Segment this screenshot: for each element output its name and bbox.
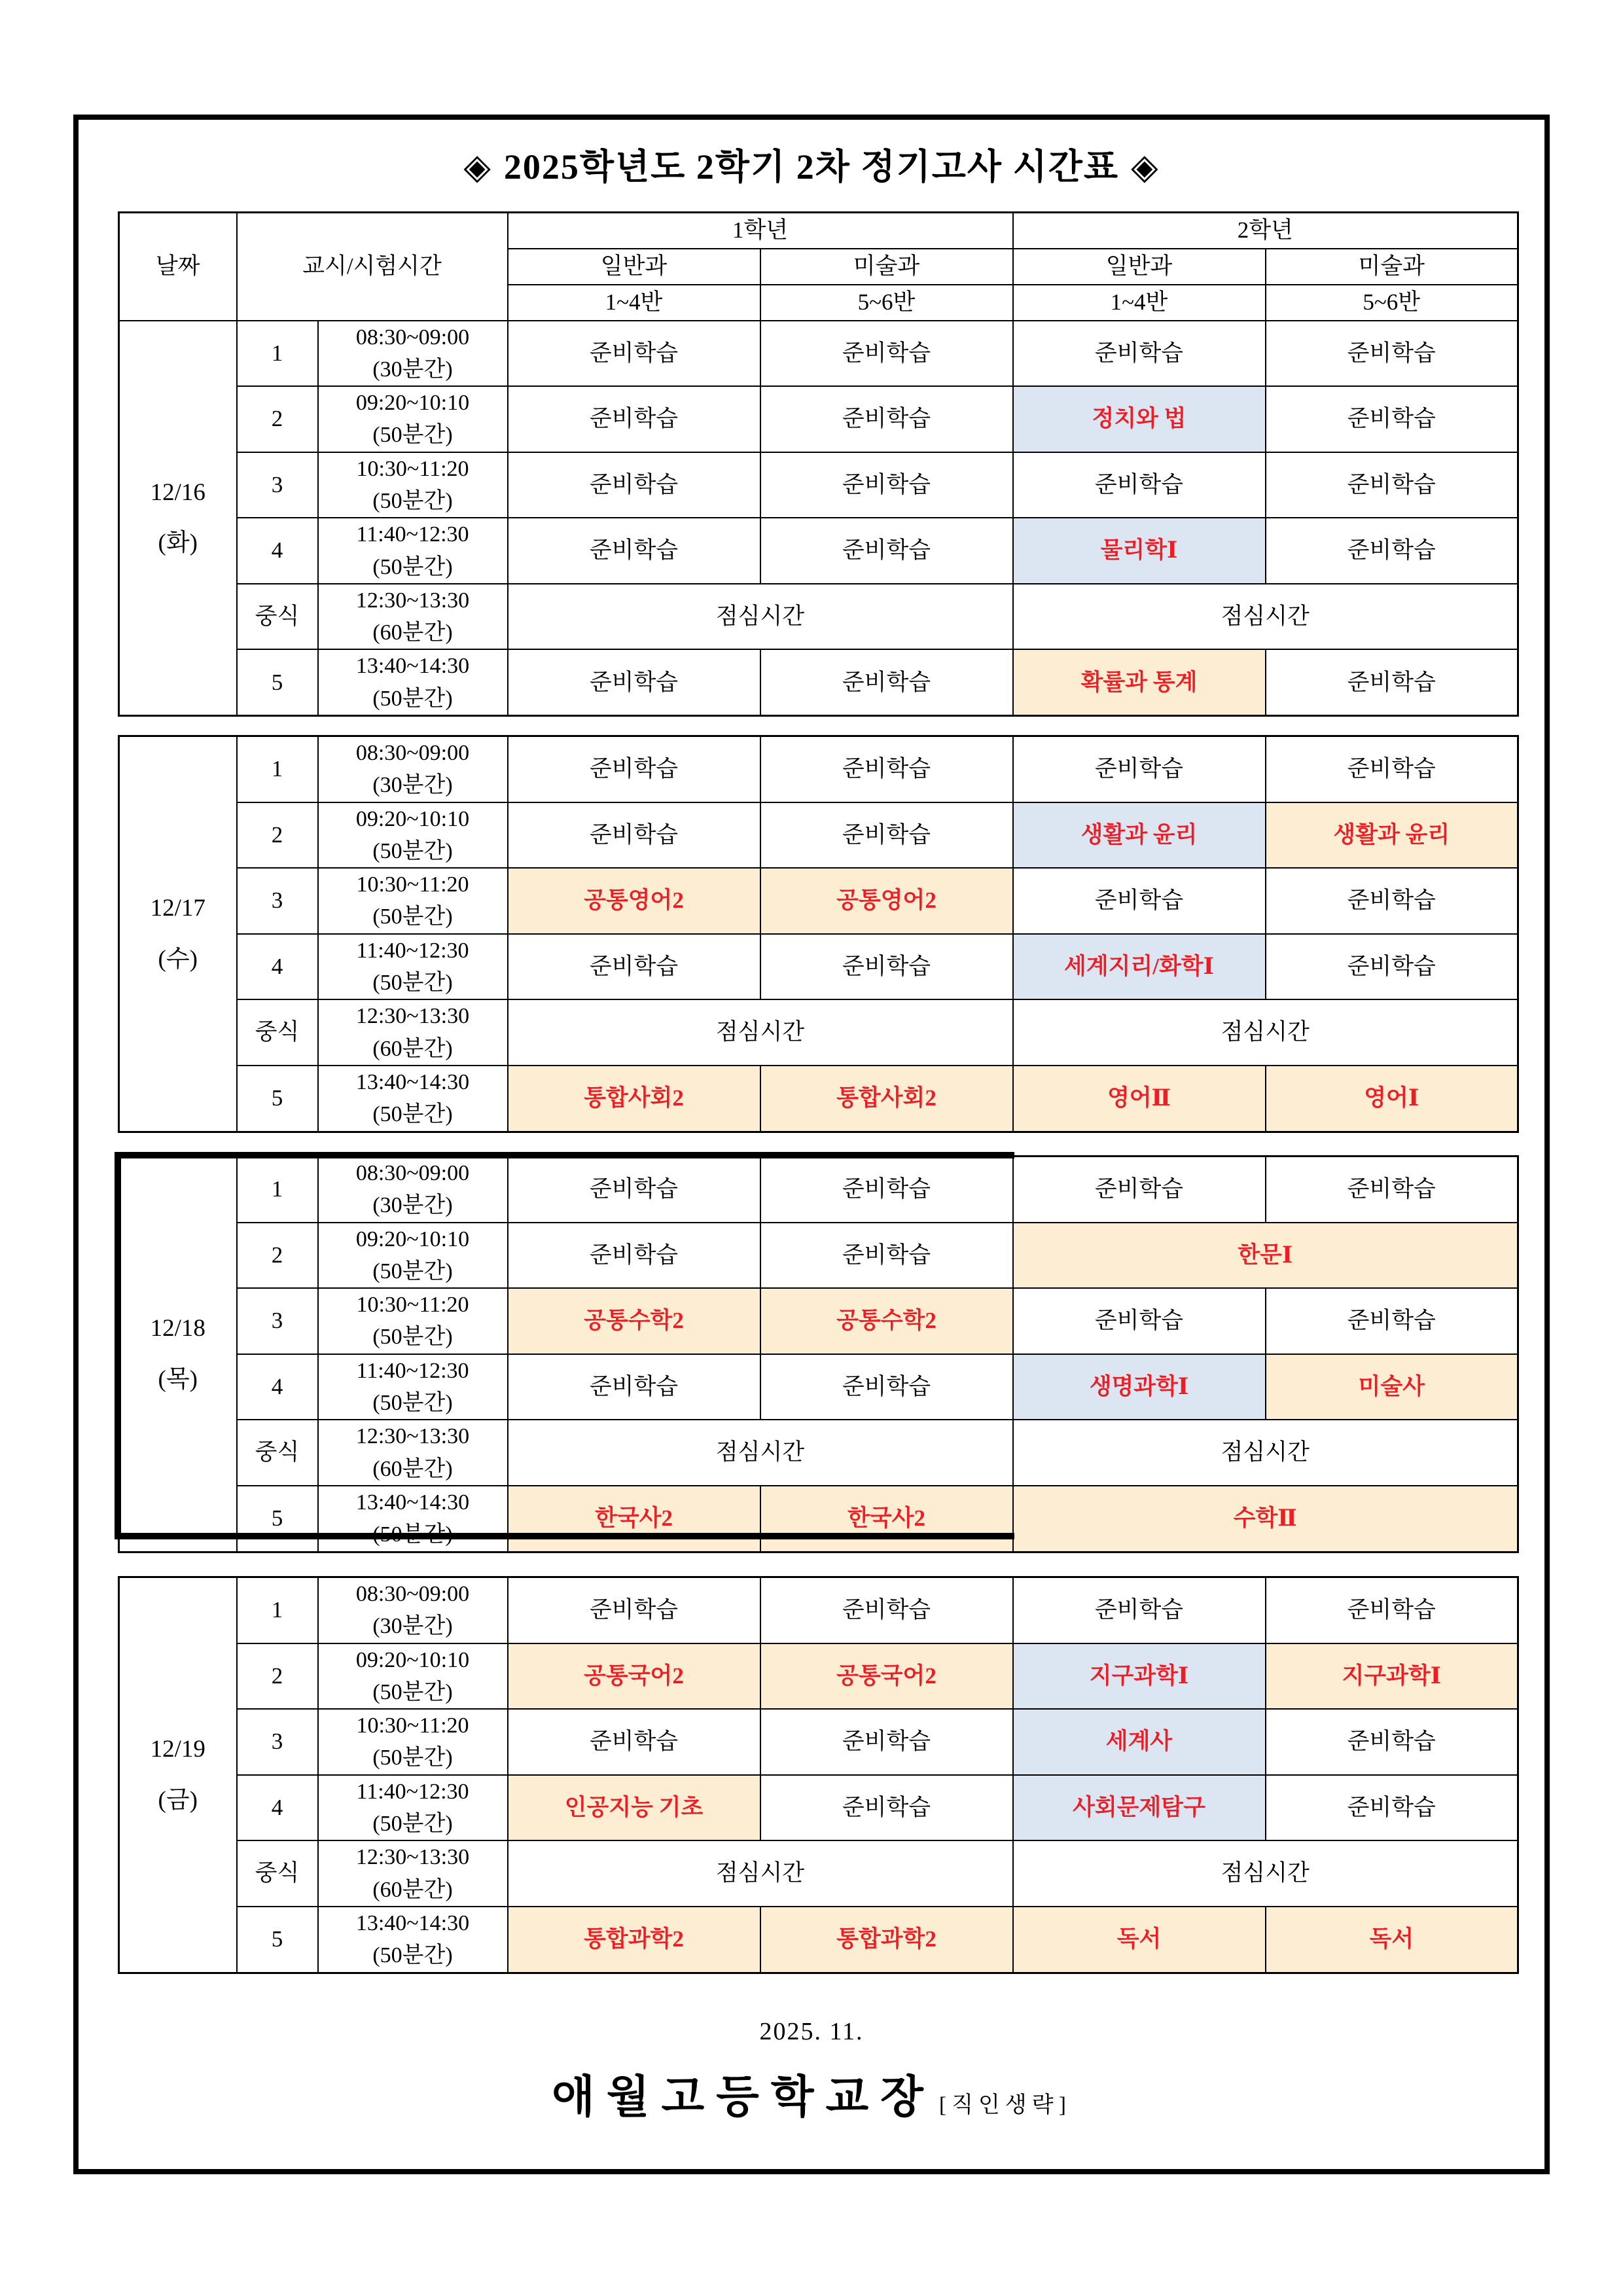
- timetable-row: [119, 386, 1518, 452]
- study-cell: 준비학습: [760, 1354, 1013, 1420]
- exam-subject-cell: 세계사: [1013, 1709, 1266, 1775]
- study-cell: 준비학습: [1013, 1157, 1266, 1223]
- exam-subject-cell: 공통영어2: [508, 868, 760, 934]
- period-cell: 중식: [237, 1420, 318, 1486]
- lunch-cell: 점심시간: [1013, 999, 1518, 1066]
- study-cell: 준비학습: [760, 934, 1013, 1000]
- exam-subject-cell: 공통수학2: [508, 1288, 760, 1354]
- period-cell: 4: [237, 1354, 318, 1420]
- study-cell: 준비학습: [760, 386, 1013, 452]
- lunch-cell: 점심시간: [508, 999, 1013, 1066]
- timetable-row: [119, 1420, 1518, 1486]
- header-track-label: 미술과: [760, 249, 1013, 285]
- timetable-day1-container: [118, 211, 1519, 717]
- period-cell: 4: [237, 934, 318, 1000]
- time-cell: 13:40~14:30: [318, 1486, 508, 1552]
- timetable-row: [119, 1907, 1518, 1973]
- study-cell: 준비학습: [760, 452, 1013, 518]
- period-cell: 3: [237, 868, 318, 934]
- header-class-range-label: 1~4반: [508, 285, 760, 321]
- period-cell: 1: [237, 321, 318, 387]
- exam-subject-cell: 한국사2: [508, 1486, 760, 1552]
- period-cell: 5: [237, 1907, 318, 1973]
- study-cell: 준비학습: [1266, 649, 1518, 715]
- exam-subject-cell: 독서: [1266, 1907, 1518, 1973]
- exam-subject-cell: 공통수학2: [760, 1288, 1013, 1354]
- study-cell: 준비학습: [1266, 868, 1518, 934]
- time-cell: 10:30~11:20 (50분간): [318, 452, 508, 518]
- timetable-row: [119, 1577, 1518, 1643]
- period-cell: 중식: [237, 999, 318, 1066]
- timetable-row: [119, 452, 1518, 518]
- study-cell: 준비학습: [760, 321, 1013, 387]
- header-track-label: 미술과: [1266, 249, 1518, 285]
- exam-subject-cell: 한문Ⅰ: [1013, 1223, 1518, 1289]
- timetable-row: [119, 1840, 1518, 1907]
- timetable-row: [119, 1066, 1518, 1132]
- time-cell: 11:40~12:30 (50분간): [318, 1775, 508, 1841]
- exam-timetable-12-16: [118, 211, 1519, 717]
- thick-border-left: [115, 1152, 121, 1539]
- page-title-text: 2025학년도 2학기 2차 정기고사 시간표: [503, 147, 1120, 187]
- timetable-row: [119, 1709, 1518, 1775]
- header-class-range-label: 1~4반: [1013, 285, 1266, 321]
- study-cell: 준비학습: [760, 649, 1013, 715]
- footer-date: 2025. 11.: [759, 2018, 864, 2045]
- period-cell: 5: [237, 649, 318, 715]
- timetable-row: [119, 999, 1518, 1066]
- study-cell: 준비학습: [508, 452, 760, 518]
- period-cell: 중식: [237, 584, 318, 650]
- time-cell: 09:20~10:10 (50분간): [318, 802, 508, 869]
- study-cell: 준비학습: [1266, 386, 1518, 452]
- exam-subject-cell: 세계지리/화학Ⅰ: [1013, 934, 1266, 1000]
- exam-subject-cell: 한국사2: [760, 1486, 1013, 1552]
- study-cell: 준비학습: [508, 934, 760, 1000]
- time-cell: 13:40~14:30 (50분간): [318, 1907, 508, 1973]
- period-cell: 3: [237, 1709, 318, 1775]
- thick-border-bottom: [115, 1533, 1014, 1539]
- study-cell: 준비학습: [508, 1709, 760, 1775]
- principal-signature: 애월고등학교장: [552, 2072, 935, 2122]
- period-cell: 1: [237, 1157, 318, 1223]
- study-cell: 준비학습: [1013, 1577, 1266, 1643]
- exam-subject-cell: 사회문제탐구: [1013, 1775, 1266, 1841]
- exam-timetable-12-19: [118, 1576, 1519, 1974]
- study-cell: 준비학습: [760, 802, 1013, 869]
- exam-subject-cell: 영어Ⅰ: [1266, 1066, 1518, 1132]
- date-cell: 12/16 (화): [119, 321, 237, 716]
- timetable-row: [119, 1288, 1518, 1354]
- timetable-row: [119, 1354, 1518, 1420]
- study-cell: 준비학습: [760, 736, 1013, 802]
- study-cell: 준비학습: [508, 1157, 760, 1223]
- timetable-day3-container: [118, 1155, 1519, 1553]
- header-period-time-label: 교시/시험시간: [237, 213, 508, 321]
- period-cell: 3: [237, 452, 318, 518]
- study-cell: 준비학습: [1013, 452, 1266, 518]
- exam-subject-cell: 수학Ⅱ: [1013, 1486, 1518, 1552]
- time-cell: 09:20~10:10 (50분간): [318, 1223, 508, 1289]
- study-cell: 준비학습: [760, 1157, 1013, 1223]
- period-cell: 1: [237, 736, 318, 802]
- study-cell: 준비학습: [508, 518, 760, 584]
- exam-subject-cell: 독서: [1013, 1907, 1266, 1973]
- time-cell: 13:40~14:30 (50분간): [318, 649, 508, 715]
- period-cell: 4: [237, 1775, 318, 1841]
- timetable-row: [119, 321, 1518, 387]
- exam-subject-cell: 생활과 윤리: [1013, 802, 1266, 869]
- diamond-icon: ◈: [1131, 147, 1160, 187]
- exam-subject-cell: 확률과 통계: [1013, 649, 1266, 715]
- timetable-row: [119, 1486, 1518, 1552]
- lunch-cell: 점심시간: [1013, 1420, 1518, 1486]
- date-cell: 12/19 (금): [119, 1577, 237, 1973]
- exam-subject-cell: 생활과 윤리: [1266, 802, 1518, 869]
- period-cell: 중식: [237, 1840, 318, 1907]
- date-cell: 12/18 (목): [119, 1157, 237, 1552]
- timetable-row: [119, 868, 1518, 934]
- date-cell: 12/17 (수): [119, 736, 237, 1132]
- thick-border-top: [115, 1152, 1014, 1158]
- period-cell: 3: [237, 1288, 318, 1354]
- exam-subject-cell: 지구과학Ⅰ: [1266, 1643, 1518, 1710]
- header-track-label: 일반과: [1013, 249, 1266, 285]
- study-cell: 준비학습: [760, 1223, 1013, 1289]
- time-cell: 09:20~10:10 (50분간): [318, 386, 508, 452]
- exam-subject-cell: 지구과학Ⅰ: [1013, 1643, 1266, 1710]
- study-cell: 준비학습: [508, 1354, 760, 1420]
- timetable-row: [119, 1157, 1518, 1223]
- period-cell: 2: [237, 386, 318, 452]
- study-cell: 준비학습: [508, 386, 760, 452]
- exam-subject-cell: 정치와 법: [1013, 386, 1266, 452]
- exam-subject-cell: 통합사회2: [760, 1066, 1013, 1132]
- timetable-row: [119, 934, 1518, 1000]
- timetable-row: [119, 1643, 1518, 1710]
- study-cell: 준비학습: [760, 1709, 1013, 1775]
- timetable-row: [119, 1775, 1518, 1841]
- timetable-row: [119, 1223, 1518, 1289]
- time-cell: 10:30~11:20 (50분간): [318, 868, 508, 934]
- study-cell: 준비학습: [1266, 934, 1518, 1000]
- study-cell: 준비학습: [1266, 1288, 1518, 1354]
- study-cell: 준비학습: [1013, 868, 1266, 934]
- time-cell: 11:40~12:30 (50분간): [318, 518, 508, 584]
- period-cell: 5: [237, 1486, 318, 1552]
- seal-omitted-note: [직인생략]: [938, 2093, 1071, 2117]
- exam-subject-cell: 공통국어2: [760, 1643, 1013, 1710]
- exam-subject-cell: 통합과학2: [760, 1907, 1013, 1973]
- study-cell: 준비학습: [508, 1577, 760, 1643]
- period-cell: 2: [237, 1223, 318, 1289]
- time-cell: 08:30~09:00 (30분간): [318, 1157, 508, 1223]
- time-cell: 12:30~13:30 (60분간): [318, 584, 508, 650]
- time-cell: 08:30~09:00 (30분간): [318, 321, 508, 387]
- lunch-cell: 점심시간: [508, 1420, 1013, 1486]
- time-cell: 11:40~12:30 (50분간): [318, 934, 508, 1000]
- study-cell: 준비학습: [1266, 1775, 1518, 1841]
- study-cell: 준비학습: [1013, 321, 1266, 387]
- study-cell: 준비학습: [1266, 1157, 1518, 1223]
- time-cell: 08:30~09:00 (30분간): [318, 1577, 508, 1643]
- study-cell: 준비학습: [508, 649, 760, 715]
- study-cell: 준비학습: [1266, 518, 1518, 584]
- timetable-day4-container: [118, 1576, 1519, 1974]
- timetable-row: [119, 802, 1518, 869]
- header-grade2-label: 2학년: [1013, 213, 1518, 249]
- exam-subject-cell: 공통영어2: [760, 868, 1013, 934]
- exam-subject-cell: 영어Ⅱ: [1013, 1066, 1266, 1132]
- time-cell: 12:30~13:30 (60분간): [318, 1840, 508, 1907]
- period-cell: 2: [237, 802, 318, 869]
- header-track-label: 일반과: [508, 249, 760, 285]
- lunch-cell: 점심시간: [508, 1840, 1013, 1907]
- period-cell: 2: [237, 1643, 318, 1710]
- period-cell: 5: [237, 1066, 318, 1132]
- study-cell: 준비학습: [1266, 321, 1518, 387]
- signature-line: [0, 2062, 1623, 2125]
- time-cell: 10:30~11:20 (50분간): [318, 1288, 508, 1354]
- exam-subject-cell: 공통국어2: [508, 1643, 760, 1710]
- header-class-range-label: 5~6반: [1266, 285, 1518, 321]
- timetable-row: [119, 584, 1518, 650]
- study-cell: 준비학습: [508, 736, 760, 802]
- time-cell: 12:30~13:30 (60분간): [318, 1420, 508, 1486]
- study-cell: 준비학습: [760, 518, 1013, 584]
- lunch-cell: 점심시간: [1013, 584, 1518, 650]
- timetable-row: [119, 736, 1518, 802]
- study-cell: 준비학습: [508, 1223, 760, 1289]
- study-cell: 준비학습: [1266, 736, 1518, 802]
- exam-subject-cell: 생명과학Ⅰ: [1013, 1354, 1266, 1420]
- timetable-day2-container: [118, 735, 1519, 1133]
- timetable-row: [119, 518, 1518, 584]
- diamond-icon: ◈: [463, 147, 492, 187]
- study-cell: 준비학습: [508, 802, 760, 869]
- study-cell: 준비학습: [508, 321, 760, 387]
- study-cell: 준비학습: [1013, 736, 1266, 802]
- lunch-cell: 점심시간: [1013, 1840, 1518, 1907]
- lunch-cell: 점심시간: [508, 584, 1013, 650]
- exam-subject-cell: 물리학Ⅰ: [1013, 518, 1266, 584]
- study-cell: 준비학습: [760, 1775, 1013, 1841]
- time-cell: 12:30~13:30 (60분간): [318, 999, 508, 1066]
- study-cell: 준비학습: [1266, 1709, 1518, 1775]
- exam-subject-cell: 통합과학2: [508, 1907, 760, 1973]
- exam-subject-cell: 통합사회2: [508, 1066, 760, 1132]
- period-cell: 4: [237, 518, 318, 584]
- time-cell: 08:30~09:00 (30분간): [318, 736, 508, 802]
- study-cell: 준비학습: [1266, 452, 1518, 518]
- header-grade1-label: 1학년: [508, 213, 1013, 249]
- time-cell: 11:40~12:30 (50분간): [318, 1354, 508, 1420]
- exam-subject-cell: 미술사: [1266, 1354, 1518, 1420]
- header-date-label: 날짜: [119, 213, 237, 321]
- page-title: [0, 139, 1623, 189]
- timetable-row: [119, 649, 1518, 715]
- exam-timetable-12-18: [118, 1155, 1519, 1553]
- exam-timetable-12-17: [118, 735, 1519, 1133]
- header-class-range-label: 5~6반: [760, 285, 1013, 321]
- study-cell: 준비학습: [1013, 1288, 1266, 1354]
- study-cell: 준비학습: [1266, 1577, 1518, 1643]
- time-cell: 13:40~14:30 (50분간): [318, 1066, 508, 1132]
- exam-subject-cell: 인공지능 기초: [508, 1775, 760, 1841]
- time-cell: 10:30~11:20 (50분간): [318, 1709, 508, 1775]
- period-cell: 1: [237, 1577, 318, 1643]
- time-cell: 09:20~10:10 (50분간): [318, 1643, 508, 1710]
- study-cell: 준비학습: [760, 1577, 1013, 1643]
